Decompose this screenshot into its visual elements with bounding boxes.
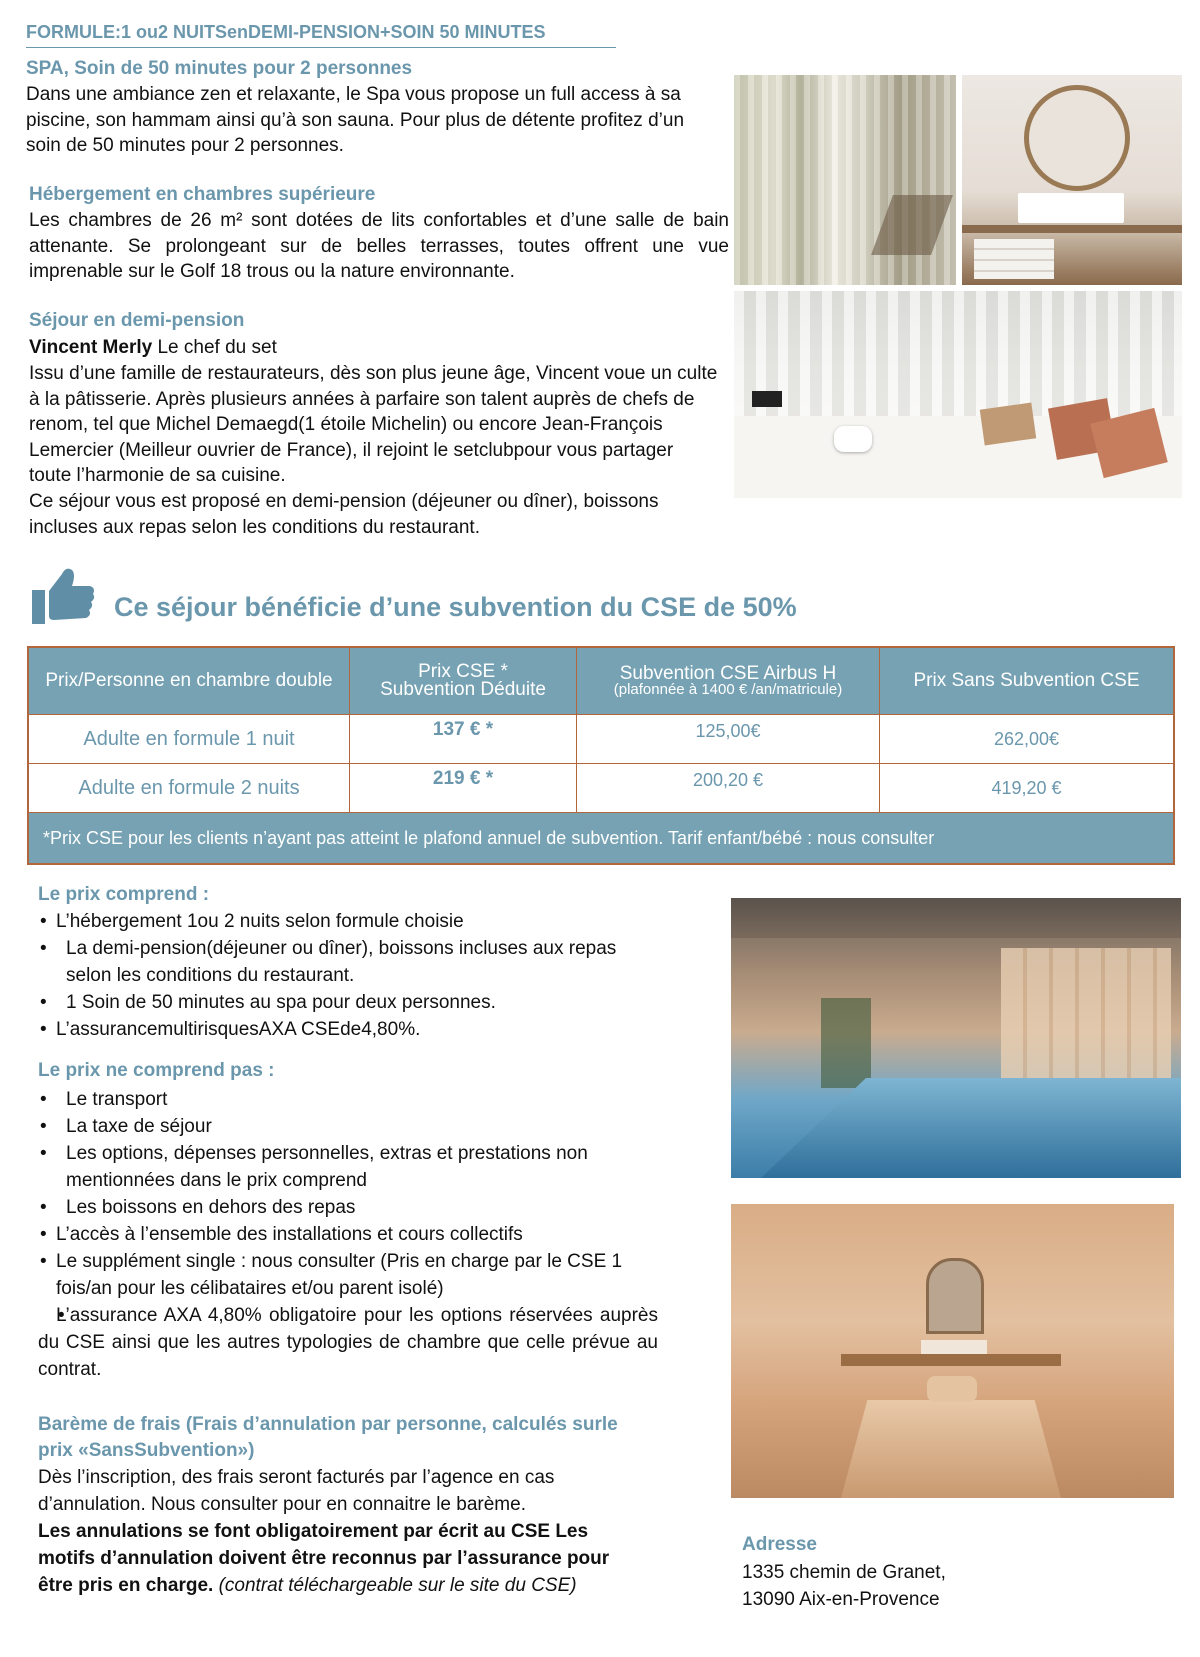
list-item: • L’hébergement 1ou 2 nuits selon formule choisie (38, 908, 658, 935)
formula-title: FORMULE:1 ou2 NUITSenDEMI-PENSION+SOIN 50 MINUTES (26, 22, 616, 48)
list-item: • L’assurance AXA 4,80% obligatoire pour les options réservées auprès du CSE ainsi que les autres typologies de chambre que celle prévue au contrat. (38, 1302, 658, 1383)
table-footnote-row (28, 813, 1174, 865)
header-prix-cse-label: Prix CSE * (418, 661, 508, 682)
spa-treatment-room-photo (731, 1204, 1174, 1498)
row-subvention: 200,20 € (577, 764, 880, 813)
header-prix-cse (350, 647, 577, 715)
indoor-pool-photo (731, 898, 1181, 1178)
adresse-line-1: 1335 chemin de Granet, (742, 1562, 946, 1583)
ne-comprend-pas-list (38, 1086, 658, 1383)
comprend-list (38, 908, 658, 1043)
spa-title: SPA, Soin de 50 minutes pour 2 personnes (26, 58, 413, 79)
bareme-bold-text: Les annulations se font obligatoirement par écrit au CSE Les motifs d’annulation doivent être reconnus par l’assurance pour être pris en charge. (38, 1521, 610, 1596)
bareme-title: Barème de frais (Frais d’annulation par personne, calculés surle prix «SansSubvention») (38, 1414, 618, 1461)
header-subvention-deduite: Subvention Déduite (380, 679, 546, 700)
ne-comprend-pas-title: Le prix ne comprend pas : (38, 1060, 275, 1081)
header-prix-sans-subvention: Prix Sans Subvention CSE (880, 647, 1175, 715)
list-item: • Les options, dépenses personnelles, extras et prestations non mentionnées dans le prix comprend (38, 1140, 658, 1194)
bathroom-photo (962, 75, 1182, 285)
chef-role: Le chef du set (152, 337, 277, 358)
list-item: • L’assurancemultirisquesAXA CSEde4,80%. (38, 1016, 658, 1043)
bedroom-photo (734, 291, 1182, 498)
sejour-text: Issu d’une famille de restaurateurs, dès son plus jeune âge, Vincent voue un culte à la pâtisserie. Après plusieurs années à parfaire son talent auprès de chefs de renom, tel que Michel Demaegd(1 étoile Michelin) ou encore Jean-François Lemercier (Meilleur ouvrier de France), il rejoint le setclubpour vous partager toute l’harmonie de sa cuisine. (29, 363, 718, 486)
chef-name: Vincent Merly (29, 337, 153, 358)
table-header-row (28, 647, 1174, 715)
list-item: • Les boissons en dehors des repas (38, 1194, 658, 1221)
bareme-bold-block (38, 1518, 638, 1599)
list-item: • La demi-pension(déjeuner ou dîner), boissons incluses aux repas selon les conditions du restaurant. (38, 935, 658, 989)
thumbs-up-icon (30, 566, 96, 626)
hebergement-text: Les chambres de 26 m² sont dotées de lits confortables et d’une salle de bain attenante. Se prolongeant sur de belles terrasses, toutes offrent une vue imprenable sur le Golf 18 trous ou la nature environnante. (29, 210, 729, 282)
row-label: Adulte en formule 2 nuits (28, 764, 350, 813)
subvention-title: Ce séjour bénéficie d’une subvention du CSE de 50% (114, 592, 797, 622)
list-item: • Le supplément single : nous consulter (Pris en charge par le CSE 1 fois/an pour les célibataires et/ou parent isolé) (38, 1248, 658, 1302)
list-item: • Le transport (38, 1086, 658, 1113)
row-prix-sans: 262,00€ (880, 715, 1175, 764)
adresse-title: Adresse (742, 1534, 817, 1555)
bareme-text: Dès l’inscription, des frais seront facturés par l’agence en cas d’annulation. Nous consulter pour en connaitre le barème. (38, 1467, 555, 1515)
header-prix-personne: Prix/Personne en chambre double (28, 647, 350, 715)
row-prix-sans: 419,20 € (880, 764, 1175, 813)
row-subvention: 125,00€ (577, 715, 880, 764)
table-row (28, 715, 1174, 764)
spa-text: Dans une ambiance zen et relaxante, le Spa vous propose un full access à sa piscine, son hammam ainsi qu’à son sauna. Pour plus de détente profitez d’un soin de 50 minutes pour 2 personnes. (26, 84, 685, 156)
bareme-italic-text: (contrat téléchargeable sur le site du CSE) (213, 1575, 577, 1596)
list-item: • L’accès à l’ensemble des installations et cours collectifs (38, 1221, 658, 1248)
header-plafond-note: (plafonnée à 1400 € /an/matricule) (613, 681, 843, 698)
table-row (28, 764, 1174, 813)
row-prix-cse: 137 € * (350, 715, 577, 764)
room-terrace-photo (734, 75, 956, 285)
sejour-title: Séjour en demi-pension (29, 310, 245, 331)
header-subvention-airbus (577, 647, 880, 715)
header-subvention-airbus-label: Subvention CSE Airbus H (619, 663, 837, 684)
sejour-chef-line (29, 335, 719, 361)
table-footnote: *Prix CSE pour les clients n’ayant pas atteint le plafond annuel de subvention. Tarif enfant/bébé : nous consulter (28, 813, 1174, 865)
sejour-text-2: Ce séjour vous est proposé en demi-pension (déjeuner ou dîner), boissons incluses aux repas selon les conditions du restaurant. (29, 491, 659, 538)
row-prix-cse: 219 € * (350, 764, 577, 813)
price-table (27, 646, 1175, 865)
comprend-title: Le prix comprend : (38, 884, 210, 905)
row-label: Adulte en formule 1 nuit (28, 715, 350, 764)
list-item: • La taxe de séjour (38, 1113, 658, 1140)
hebergement-title: Hébergement en chambres supérieure (29, 184, 376, 205)
adresse-line-2: 13090 Aix-en-Provence (742, 1589, 940, 1610)
list-item: • 1 Soin de 50 minutes au spa pour deux personnes. (38, 989, 658, 1016)
